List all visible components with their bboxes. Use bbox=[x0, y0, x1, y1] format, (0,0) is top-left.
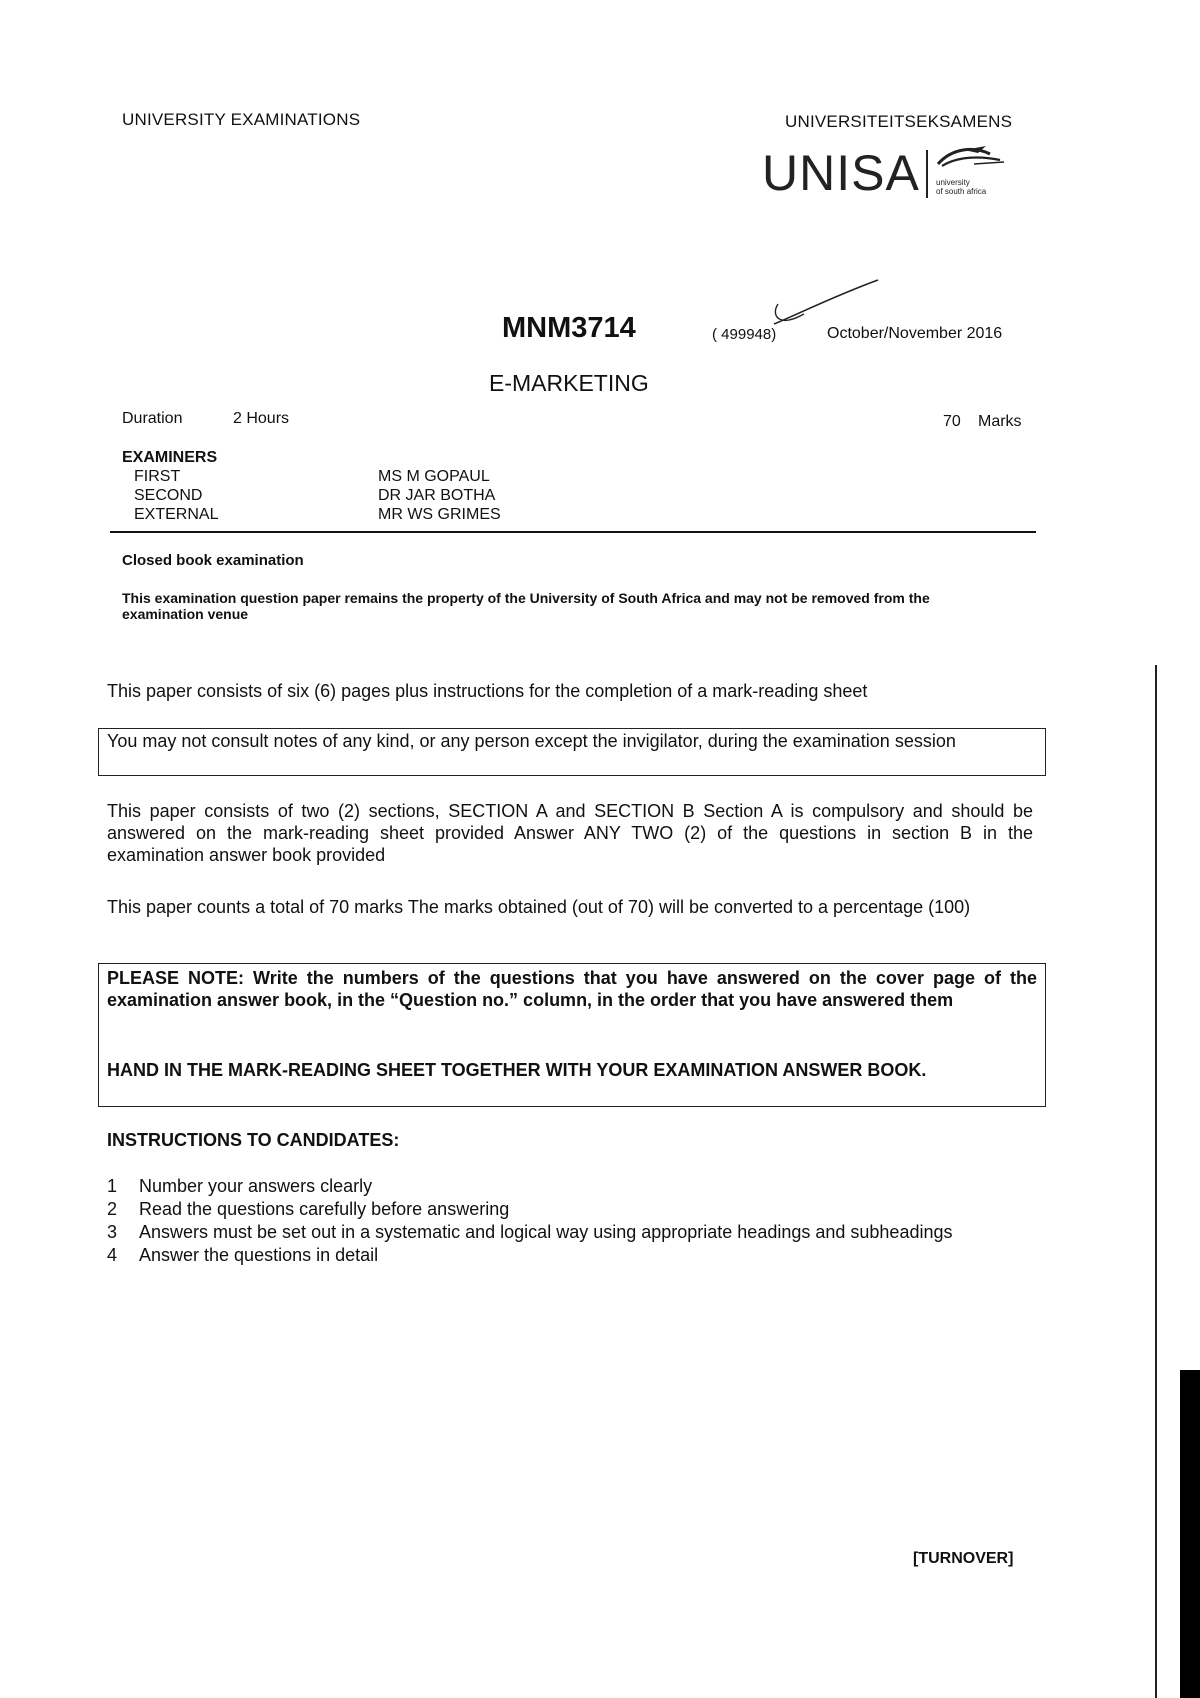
instruction-item bbox=[107, 1244, 1033, 1267]
instruction-item bbox=[107, 1221, 1033, 1244]
logo-divider bbox=[926, 150, 928, 198]
hand-in-text: HAND IN THE MARK-READING SHEET TOGETHER WITH YOUR EXAMINATION ANSWER BOOK. bbox=[107, 1060, 927, 1080]
instruction-item bbox=[107, 1175, 1033, 1198]
examiner-role: FIRST bbox=[134, 468, 181, 485]
header-divider bbox=[110, 531, 1036, 533]
header-right: UNIVERSITEITSEKSAMENS bbox=[785, 112, 1013, 131]
unisa-logo bbox=[762, 144, 1032, 206]
marks-value: 70 bbox=[943, 413, 961, 430]
instruction-number: 1 bbox=[107, 1176, 118, 1196]
consult-text: You may not consult notes of any kind, or any person except the invigilator, during the examination session bbox=[107, 731, 956, 751]
logo-sub-line1: university bbox=[936, 178, 970, 187]
paper-reference: ( 499948) bbox=[712, 326, 777, 343]
property-notice: This examination question paper remains the property of the University of South Africa and may not be removed from the examination venue bbox=[122, 590, 930, 622]
examiner-name: MR WS GRIMES bbox=[378, 506, 501, 523]
logo-wordmark: UNISA bbox=[762, 145, 920, 201]
header-left: UNIVERSITY EXAMINATIONS bbox=[122, 110, 361, 129]
examiner-role: EXTERNAL bbox=[134, 506, 219, 523]
please-note-box bbox=[98, 963, 1046, 1107]
examiner-name: MS M GOPAUL bbox=[378, 468, 490, 485]
closed-book-notice: Closed book examination bbox=[122, 552, 304, 569]
instruction-text: Answers must be set out in a systematic and logical way using appropriate headings and subheadings bbox=[139, 1222, 953, 1242]
examiner-name: DR JAR BOTHA bbox=[378, 487, 496, 504]
instruction-text: Read the questions carefully before answering bbox=[139, 1199, 510, 1219]
paper-title: E-MARKETING bbox=[489, 370, 649, 396]
scan-edge-bar bbox=[1180, 1370, 1200, 1698]
examiner-role: SECOND bbox=[134, 487, 203, 504]
please-note-text: PLEASE NOTE: Write the numbers of the questions that you have answered on the cover page of the examination answer book, in the “Question no.” column, in the order that you have answered them bbox=[107, 968, 1037, 1010]
instruction-item bbox=[107, 1198, 1033, 1221]
signature-mark-icon bbox=[764, 276, 884, 328]
marks-label: Marks bbox=[978, 413, 1022, 430]
consult-box bbox=[98, 728, 1046, 776]
instructions-list bbox=[107, 1175, 1033, 1267]
logo-sub-line2: of south africa bbox=[936, 187, 987, 196]
scan-edge-line bbox=[1155, 665, 1157, 1698]
instruction-text: Answer the questions in detail bbox=[139, 1245, 379, 1265]
duration-label: Duration bbox=[122, 410, 183, 427]
duration-value: 2 Hours bbox=[233, 410, 290, 427]
exam-session: October/November 2016 bbox=[827, 325, 1003, 342]
examiner-row bbox=[122, 467, 501, 486]
pages-paragraph: This paper consists of six (6) pages plus instructions for the completion of a mark-reading sheet bbox=[107, 681, 868, 701]
instructions-heading: INSTRUCTIONS TO CANDIDATES: bbox=[107, 1130, 400, 1150]
sections-paragraph: This paper consists of two (2) sections, SECTION A and SECTION B Section A is compulsory and should be answered on the mark-reading sheet provided Answer ANY TWO (2) of the questions in section B in the examination answer book provided bbox=[107, 801, 1033, 865]
instruction-text: Number your answers clearly bbox=[139, 1176, 373, 1196]
examiners-block bbox=[122, 448, 501, 524]
examiner-row bbox=[122, 505, 501, 524]
turnover-label: [TURNOVER] bbox=[913, 1550, 1014, 1567]
instruction-number: 3 bbox=[107, 1222, 118, 1242]
paper-code: MNM3714 bbox=[502, 312, 636, 344]
logo-emblem-icon bbox=[934, 144, 1006, 170]
total-paragraph: This paper counts a total of 70 marks The marks obtained (out of 70) will be converted to a percentage (100) bbox=[107, 897, 971, 917]
instruction-number: 4 bbox=[107, 1245, 118, 1265]
examiner-row bbox=[122, 486, 501, 505]
instruction-number: 2 bbox=[107, 1199, 118, 1219]
examiners-heading: EXAMINERS bbox=[122, 449, 218, 466]
